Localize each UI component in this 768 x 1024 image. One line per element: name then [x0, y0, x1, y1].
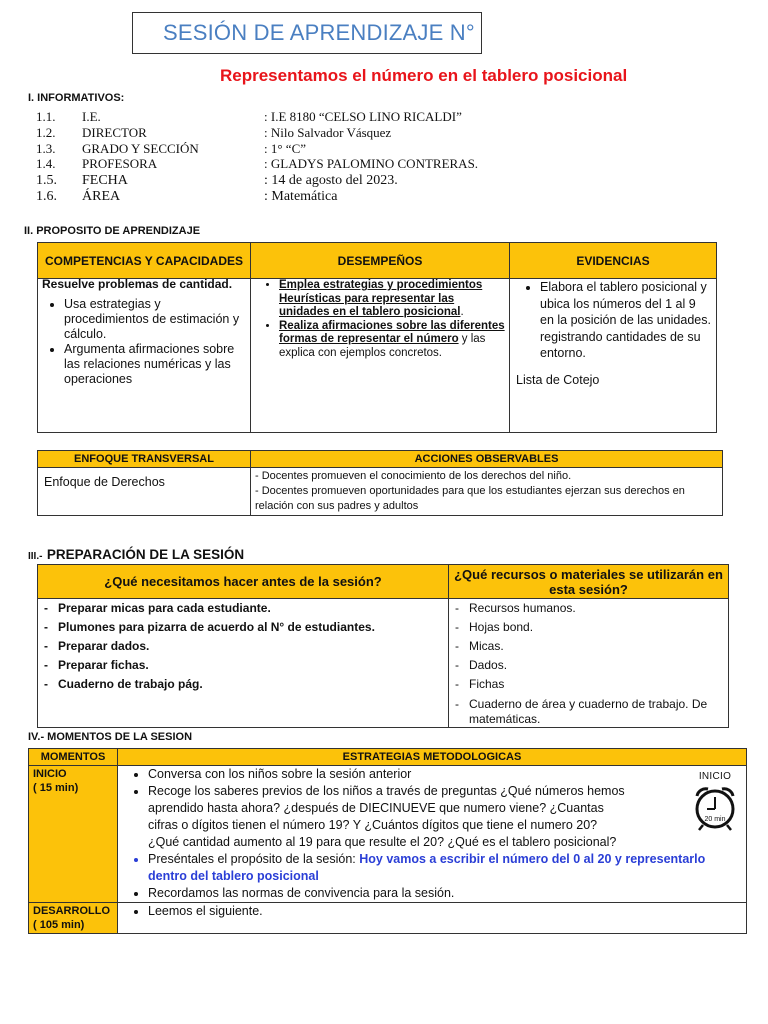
- session-title: SESIÓN DE APRENDIZAJE N°: [163, 20, 475, 45]
- observable-action: - Docentes promueven oportunidades para que los estudiantes ejerzan sus derechos en relación con sus padres y adultos: [255, 485, 685, 512]
- info-row-label: GRADO Y SECCIÓN: [82, 141, 199, 156]
- observable-actions-cell: [251, 468, 723, 516]
- resources-list: [449, 599, 724, 727]
- before-session-item: - Preparar fichas.: [44, 656, 448, 675]
- performance-item: • Realiza afirmaciones sobre las diferentes formas de representar el número y las explica con ejemplos concretos.: [279, 320, 505, 361]
- info-row-number: 1.5.: [36, 173, 57, 188]
- info-row: [36, 125, 636, 141]
- info-row-value: : 1° “C”: [264, 141, 307, 156]
- approach-table: [37, 450, 723, 516]
- observable-action: - Docentes promueven el conocimiento de los derechos del niño.: [255, 470, 572, 482]
- competency-title: Resuelve problemas de cantidad.: [42, 277, 233, 291]
- capacity-item: • Usa estrategias y procedimientos de estimación y cálculo.: [64, 297, 246, 342]
- before-session-item: - Preparar micas para cada estudiante.: [44, 599, 448, 618]
- alarm-clock-icon: [690, 785, 740, 831]
- strategies-header: ESTRATEGIAS METODOLOGICAS: [118, 749, 747, 766]
- strategy-item: • Leemos el siguiente.: [148, 903, 746, 920]
- info-row-label: I.E.: [82, 109, 101, 124]
- start-time: ( 15 min): [33, 782, 79, 794]
- competencies-cell: [38, 279, 251, 433]
- moments-header: MOMENTOS: [29, 749, 118, 766]
- evaluation-instrument: Lista de Cotejo: [516, 372, 600, 387]
- before-session-header: ¿Qué necesitamos hacer antes de la sesión?: [38, 565, 449, 599]
- timer-minutes: 20 min: [704, 816, 726, 823]
- info-row: [36, 156, 636, 172]
- strategy-item-purpose: • Preséntales el propósito de la sesión: Hoy vamos a escribir el número del 0 al 20 y representarlo dentro del tablero posicional: [148, 851, 742, 885]
- evidences-cell: [510, 279, 717, 433]
- resource-item: - Micas.: [455, 637, 724, 656]
- info-row-value: : 14 de agosto del 2023.: [264, 173, 398, 188]
- competencies-header: COMPETENCIAS Y CAPACIDADES: [38, 243, 251, 279]
- info-row-number: 1.4.: [36, 156, 56, 171]
- before-session-list: [38, 599, 448, 694]
- section-proposito-heading: II. PROPOSITO DE APRENDIZAJE: [24, 225, 201, 237]
- info-row-label: FECHA: [82, 173, 128, 188]
- info-row-number: 1.3.: [36, 141, 56, 156]
- before-session-item: - Cuaderno de trabajo pág.: [44, 675, 448, 694]
- section-informativos-heading: I. INFORMATIVOS:: [28, 92, 125, 104]
- timer-graphic: [690, 768, 740, 836]
- development-time: ( 105 min): [33, 919, 85, 931]
- info-row: [36, 189, 636, 205]
- info-row: [36, 141, 636, 157]
- section-momentos-heading: IV.- MOMENTOS DE LA SESION: [28, 731, 193, 743]
- info-row-number: 1.1.: [36, 109, 56, 124]
- development-strategies-list: [118, 903, 746, 920]
- development-moment-cell: [29, 903, 118, 934]
- timer-label: INICIO: [698, 771, 732, 782]
- start-label: INICIO: [33, 768, 67, 780]
- development-label: DESARROLLO: [33, 905, 110, 917]
- preparation-table: [37, 564, 729, 728]
- start-strategies-cell: [118, 766, 747, 903]
- info-row: [36, 173, 636, 189]
- strategy-item: • Conversa con los niños sobre la sesión anterior: [148, 766, 630, 783]
- info-row-number: 1.6.: [36, 189, 57, 204]
- info-row-value: : Matemática: [264, 189, 338, 204]
- purpose-table: [37, 242, 717, 433]
- resources-cell: [449, 599, 729, 728]
- performances-list: [251, 279, 505, 360]
- resources-header: ¿Qué recursos o materiales se utilizarán en esta sesión?: [449, 565, 729, 599]
- observable-actions-header: ACCIONES OBSERVABLES: [251, 451, 723, 468]
- info-row-number: 1.2.: [36, 125, 56, 140]
- approach-name: Enfoque de Derechos: [38, 468, 251, 516]
- strategy-item: • Recordamos las normas de convivencia para la sesión.: [148, 885, 742, 902]
- resource-item: - Cuaderno de área y cuaderno de trabajo. De matemáticas.: [455, 697, 724, 727]
- before-session-item: - Plumones para pizarra de acuerdo al N° de estudiantes.: [44, 618, 448, 637]
- evidence-item: • Elabora el tablero posicional y ubica los números del 1 al 9 en la posición de las unidades. registrando cantidades de su entorno.: [540, 279, 712, 362]
- before-session-cell: [38, 599, 449, 728]
- section-preparacion-heading: III.- PREPARACIÓN DE LA SESIÓN: [28, 547, 245, 562]
- capacity-item: • Argumenta afirmaciones sobre las relaciones numéricas y las operaciones: [64, 342, 246, 387]
- resource-item: - Dados.: [455, 656, 724, 675]
- resource-item: - Hojas bond.: [455, 618, 724, 637]
- strategy-item: • Recoge los saberes previos de los niños a través de preguntas ¿Qué números hemos aprendido hasta ahora? ¿después de DIECINUEVE que numero viene? ¿Cuantas cifras o dígitos tienen el número 19? Y ¿Cuántos dígitos que tiene el numero 20? ¿Qué cantidad aumento al 19 para que resulte el 20? ¿Qué es el tablero posicional?: [148, 783, 630, 851]
- resource-item: - Fichas: [455, 675, 724, 694]
- approach-header: ENFOQUE TRANSVERSAL: [38, 451, 251, 468]
- info-row-label: DIRECTOR: [82, 125, 147, 140]
- info-row-value: : I.E 8180 “CELSO LINO RICALDI”: [264, 109, 462, 124]
- capacities-list: [42, 297, 246, 387]
- moments-table: [28, 748, 747, 934]
- evidences-header: EVIDENCIAS: [510, 243, 717, 279]
- before-session-item: - Preparar dados.: [44, 637, 448, 656]
- development-strategies-cell: [118, 903, 747, 934]
- info-row-label: ÁREA: [82, 189, 121, 204]
- info-row-label: PROFESORA: [82, 156, 158, 171]
- info-row-value: : Nilo Salvador Vásquez: [264, 125, 392, 140]
- session-title-box: [132, 12, 482, 54]
- info-row-value: : GLADYS PALOMINO CONTRERAS.: [264, 156, 479, 171]
- resource-item: - Recursos humanos.: [455, 599, 724, 618]
- performances-cell: [251, 279, 510, 433]
- start-moment-cell: [29, 766, 118, 903]
- start-strategies-list-2: [118, 783, 742, 902]
- start-strategies-list: [118, 766, 630, 783]
- performance-item: • Emplea estrategias y procedimientos Heurísticas para representar las unidades en el tablero posicional.: [279, 279, 505, 320]
- performances-header: DESEMPEÑOS: [251, 243, 510, 279]
- session-subtitle: Representamos el número en el tablero posicional: [220, 66, 628, 85]
- evidences-list: [514, 279, 712, 362]
- info-row: [36, 109, 636, 125]
